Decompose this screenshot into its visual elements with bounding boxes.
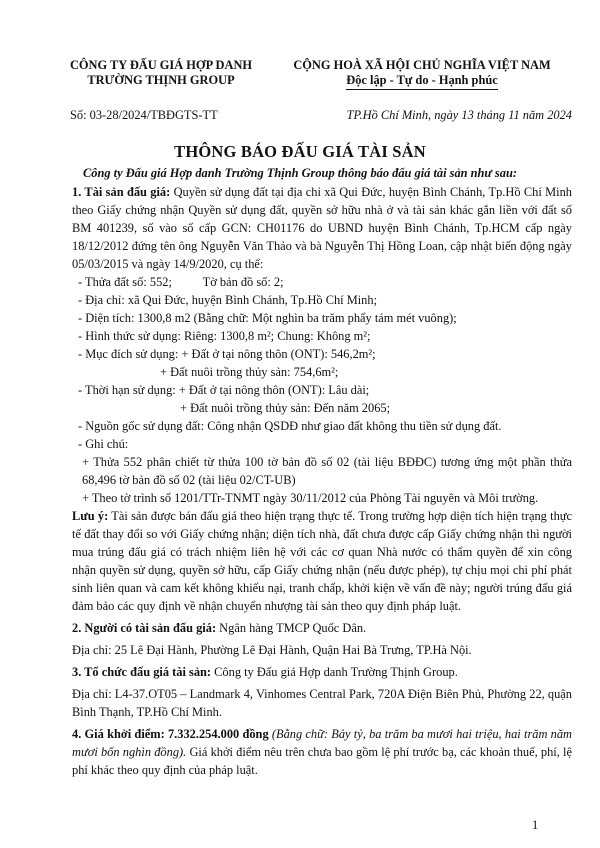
usage-term-1: - Thời hạn sử dụng: + Đất ở tại nông thôn (ONT): Lâu dài; <box>78 383 370 397</box>
section-3-paragraph <box>72 663 572 681</box>
usage-form: - Hình thức sử dụng: Riêng: 1300,8 m²; Chung: Không m²; <box>78 329 371 343</box>
national-header <box>272 58 572 90</box>
section-1-text: Quyền sử dụng đất tại địa chỉ xã Qui Đức, huyện Bình Chánh, Tp.Hồ Chí Minh theo Giấy chứng nhận Quyền sử dụng đất, quyền sở hữu nhà ở và tài sản khác gắn liền với đất số BM 401239, số vào sổ cấp GCN: CH01176 do UBND huyện Bình Chánh, Tp.HCM cấp ngày 18/12/2012 đứng tên ông Nguyễn Văn Thảo và bà Nguyễn Thị Hồng Loan, cập nhật biến động ngày 05/03/2015 và ngày 14/9/2020, cụ thể: <box>72 185 572 271</box>
usage-origin: - Nguồn gốc sử dụng đất: Công nhận QSDĐ như giao đất không thu tiền sử dụng đất. <box>78 419 502 433</box>
section-4-label: 4. Giá khởi điểm: 7.332.254.000 đồng <box>72 727 269 741</box>
document-body <box>72 183 572 779</box>
company-name-line2: TRƯỜNG THỊNH GROUP <box>87 73 235 87</box>
caution-paragraph <box>72 507 572 615</box>
plot-address: - Địa chỉ: xã Qui Đức, huyện Bình Chánh, Tp.Hồ Chí Minh; <box>78 293 378 307</box>
section-2-name: Ngân hàng TMCP Quốc Dân. <box>216 621 367 635</box>
section-1-paragraph <box>72 183 572 273</box>
note-1: + Thửa 552 phân chiết từ thửa 100 tờ bản đồ số 02 (tài liệu BĐĐC) tương ứng một phần thửa 68,496 tờ bản đồ số 02 (tài liệu 02/CT-UB) <box>82 455 572 487</box>
notes-label: - Ghi chú: <box>78 437 129 451</box>
caution-label: Lưu ý: <box>72 509 109 523</box>
page-number: 1 <box>532 818 539 832</box>
section-4-paragraph <box>72 725 572 779</box>
section-3-label: 3. Tổ chức đấu giá tài sản: <box>72 665 212 679</box>
section-4-words: (Bằng chữ: Bảy tỷ, ba trăm ba mươi hai triệu, hai trăm năm mươi bốn nghìn đồng). <box>72 727 573 759</box>
section-3-address: Địa chỉ: L4-37.OT05 – Landmark 4, Vinhomes Central Park, 720A Điện Biên Phủ, Phường 22, quận Bình Thạnh, TP.Hồ Chí Minh. <box>72 687 572 719</box>
company-header <box>56 58 266 88</box>
national-motto: Độc lập - Tự do - Hạnh phúc <box>346 73 497 90</box>
section-1-label: 1. Tài sản đấu giá: <box>72 185 171 199</box>
note-2: + Theo tờ trình số 1201/TTr-TNMT ngày 30/11/2012 của Phòng Tài nguyên và Môi trường. <box>82 491 539 505</box>
document-date: TP.Hồ Chí Minh, ngày 13 tháng 11 năm 2024 <box>346 108 572 122</box>
section-2-paragraph <box>72 619 572 637</box>
plot-info: - Thửa đất số: 552; Tờ bản đồ số: 2; <box>78 275 284 289</box>
section-4-text: Giá khởi điểm nêu trên chưa bao gồm lệ phí trước bạ, các khoản thuế, phí, lệ phí khác theo quy định của pháp luật. <box>72 745 573 777</box>
document-title: THÔNG BÁO ĐẤU GIÁ TÀI SẢN <box>174 142 426 161</box>
company-name-line1: CÔNG TY ĐẤU GIÁ HỢP DANH <box>69 58 253 72</box>
section-2-address: Địa chỉ: 25 Lê Đại Hành, Phường Lê Đại Hành, Quận Hai Bà Trưng, TP.Hà Nội. <box>72 643 472 657</box>
section-3-name: Công ty Đấu giá Hợp danh Trường Thịnh Group. <box>211 665 458 679</box>
usage-term-2: + Đất nuôi trồng thủy sản: Đến năm 2065; <box>180 401 391 415</box>
usage-purpose-1: - Mục đích sử dụng: + Đất ở tại nông thôn (ONT): 546,2m²; <box>78 347 376 361</box>
document-intro: Công ty Đấu giá Hợp danh Trường Thịnh Group thông báo đấu giá tài sản như sau: <box>83 166 517 180</box>
usage-purpose-2: + Đất nuôi trồng thủy sản: 754,6m²; <box>160 365 339 379</box>
plot-area: - Diện tích: 1300,8 m2 (Bằng chữ: Một nghìn ba trăm phẩy tám mét vuông); <box>78 311 457 325</box>
national-title: CỘNG HOÀ XÃ HỘI CHỦ NGHĨA VIỆT NAM <box>293 58 551 72</box>
section-2-label: 2. Người có tài sản đấu giá: <box>72 621 217 635</box>
document-reference: Số: 03-28/2024/TBĐGTS-TT <box>70 108 218 122</box>
caution-text: Tài sản được bán đấu giá theo hiện trạng thực tế. Trong trường hợp diện tích hiện trạng thực tế đất thay đổi so với Giấy chứng nhận; diện tích nhà, đất chưa được cấp Giấy chứng nhận thì người mua trúng đấu giá có trách nhiệm liên hệ với các cơ quan Nhà nước có thẩm quyền để xin công nhận quyền sử dụng, quyền sở hữu, cấp Giấy chứng nhận (nếu được phép), tự chịu mọi chi phí phát sinh liên quan và cam kết không khiếu nại, tranh chấp, khởi kiện về vấn đề này; người trúng đấu giá đảm bảo các quy định về nhận chuyển nhượng tài sản theo quy định pháp luật. <box>72 509 572 613</box>
